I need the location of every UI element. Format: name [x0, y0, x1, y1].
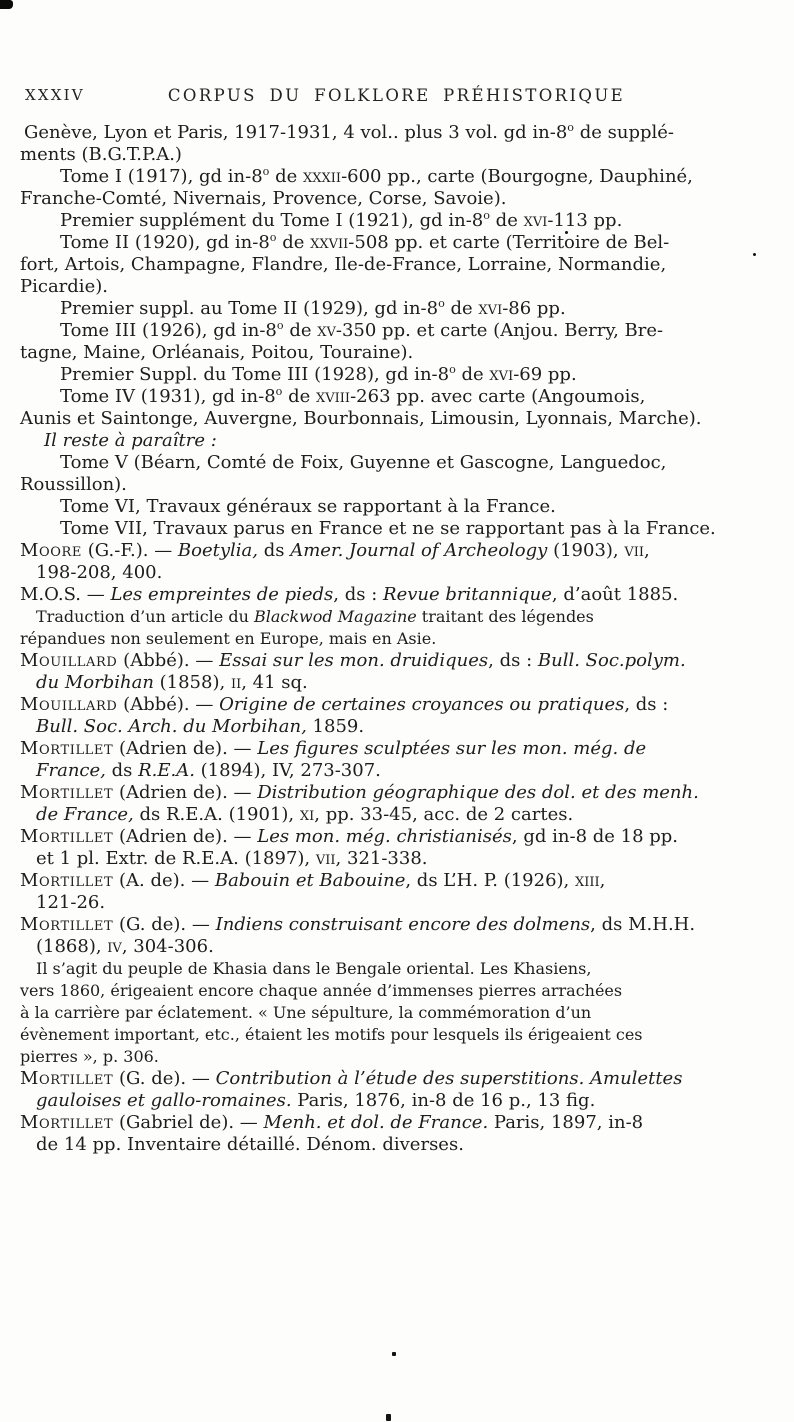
text-segment: Origine de certaines croyances ou pratiques	[219, 694, 625, 715]
text-segment: -113 pp.	[547, 210, 623, 231]
text-segment: tagne, Maine, Orléanais, Poitou, Touraine).	[20, 342, 414, 363]
entry-mortillet-1	[20, 738, 768, 782]
text-segment: o	[275, 385, 283, 398]
il-reste-a-paraitre	[20, 430, 768, 452]
intro-geneve	[20, 122, 768, 166]
text-segment: Tome VI, Travaux généraux se rapportant à la France.	[60, 496, 556, 517]
text-segment: (1894), IV, 273-307.	[194, 760, 381, 781]
text-segment: (G. de). —	[113, 1068, 216, 1089]
tome-i	[20, 166, 768, 210]
text-segment: Mouillard	[20, 694, 118, 715]
text-segment: -508 pp. et carte (Territoire de Bel-	[348, 232, 670, 253]
text-segment: , 304-306.	[121, 936, 214, 957]
tome-iii	[20, 320, 768, 364]
text-segment: -86 pp.	[502, 298, 566, 319]
tome-ii	[20, 232, 768, 298]
text-segment: M.O.S. —	[20, 584, 111, 605]
text-segment: vers 1860, érigeaient encore chaque année d’immenses pierres arrachées	[20, 981, 623, 1000]
text-segment: de 14 pp. Inventaire détaillé. Dénom. diverses.	[36, 1134, 464, 1155]
text-segment: 198-208, 400.	[36, 562, 163, 583]
text-segment: Tome III (1926), gd in-8	[60, 320, 277, 341]
tome-iv	[20, 386, 768, 430]
note-mos	[20, 606, 768, 650]
text-segment: Franche-Comté, Nivernais, Provence, Corse, Savoie).	[20, 188, 507, 209]
text-segment: Essai sur les mon. druidiques	[219, 650, 489, 671]
text-segment: , 41 sq.	[241, 672, 308, 693]
text-segment: , ds :	[624, 694, 669, 715]
text-segment: Les empreintes de pieds	[110, 584, 334, 605]
text-segment: Picardie).	[20, 276, 108, 297]
text-segment: France,	[36, 760, 106, 781]
text-segment: (A. de). —	[113, 870, 215, 891]
text-segment: xviii	[316, 386, 351, 407]
entry-mortillet-2	[20, 782, 768, 826]
text-segment: Les mon. még. christianisés	[257, 826, 512, 847]
text-segment: Paris, 1897, in-8	[488, 1112, 644, 1133]
text-segment: 121-26.	[36, 892, 106, 913]
text-segment: Mouillard	[20, 650, 118, 671]
ink-speck	[386, 1414, 391, 1421]
text-segment: Amer. Journal of Archeology	[290, 540, 548, 561]
text-segment: ds	[258, 540, 291, 561]
text-segment: évènement important, etc., étaient les motifs pour lesquels ils érigeaient ces	[20, 1025, 643, 1044]
text-segment: Mortillet	[20, 826, 114, 847]
text-segment: -263 pp. avec carte (Angoumois,	[350, 386, 646, 407]
text-segment: de	[455, 364, 490, 385]
text-segment: Traduction d’un article du	[36, 607, 254, 626]
text-segment: , 321-338.	[335, 848, 428, 869]
text-segment: de France,	[36, 804, 134, 825]
entry-mortillet-4	[20, 870, 768, 914]
text-segment: Paris, 1876, in-8 de 16 p., 13 fig.	[291, 1090, 596, 1111]
text-segment: Distribution géographique des dol. et des menh.	[257, 782, 699, 803]
text-segment: (Gabriel de). —	[113, 1112, 264, 1133]
entry-mos	[20, 584, 768, 606]
running-title: CORPUS DU FOLKLORE PRÉHISTORIQUE	[167, 86, 626, 105]
text-segment: o	[262, 165, 270, 178]
text-segment: Il s’agit du peuple de Khasia dans le Bengale oriental. Les Khasiens,	[36, 959, 592, 978]
text-segment: xvi	[523, 210, 548, 231]
text-segment: (Abbé). —	[117, 694, 220, 715]
folio-number: XXXIV	[25, 86, 85, 104]
tome-v	[20, 452, 768, 496]
text-segment: xvi	[478, 298, 503, 319]
text-segment: Mortillet	[20, 738, 114, 759]
text-segment: Indiens construisant encore des dolmens	[215, 914, 591, 935]
text-segment: -350 pp. et carte (Anjou. Berry, Bre-	[335, 320, 664, 341]
text-segment: o	[449, 363, 456, 376]
text-segment: (Abbé). —	[117, 650, 220, 671]
entry-mouillard-1	[20, 650, 768, 694]
text-segment: de	[276, 232, 311, 253]
text-segment: ds	[105, 760, 139, 781]
bibliography-content	[20, 122, 768, 1156]
tome-vi	[20, 496, 768, 518]
text-segment: , ds M.H.H.	[590, 914, 696, 935]
text-segment: vii	[315, 848, 336, 869]
text-segment: ds R.E.A. (1901),	[133, 804, 300, 825]
text-segment: ,	[599, 870, 606, 891]
text-segment: ,	[644, 540, 650, 561]
text-segment: Il reste à paraître :	[44, 430, 217, 451]
text-segment: (G.-F.). —	[82, 540, 178, 561]
text-segment: , ds :	[488, 650, 538, 671]
text-segment: Premier suppl. au Tome II (1929), gd in-8	[60, 298, 439, 319]
text-segment: o	[276, 319, 284, 332]
text-segment: Mortillet	[20, 782, 114, 803]
text-segment: traitant des légendes	[416, 607, 594, 626]
ink-blob-corner	[0, 0, 13, 9]
text-segment: -69 pp.	[513, 364, 577, 385]
text-segment: Mortillet	[20, 1068, 114, 1089]
text-segment: (1903),	[547, 540, 625, 561]
text-segment: R.E.A.	[138, 760, 195, 781]
text-segment: iv	[107, 936, 122, 957]
text-segment: xvi	[489, 364, 514, 385]
text-segment: ii	[230, 672, 242, 693]
text-segment: de	[489, 210, 524, 231]
text-segment: fort, Artois, Champagne, Flandre, Ile-de-France, Lorraine, Normandie,	[20, 254, 667, 275]
text-segment: Tome I (1917), gd in-8	[60, 166, 263, 187]
text-segment: de	[444, 298, 479, 319]
ink-speck	[392, 1352, 396, 1356]
text-segment: Aunis et Saintonge, Auvergne, Bourbonnais, Limousin, Lyonnais, Marche).	[20, 408, 702, 429]
text-segment: Moore	[20, 540, 83, 561]
text-segment: (1868),	[36, 936, 108, 957]
text-segment: et 1 pl. Extr. de R.E.A. (1897),	[36, 848, 316, 869]
supplement-tome-ii	[20, 298, 768, 320]
text-segment: Mortillet	[20, 1112, 114, 1133]
text-segment: Blackwod Magazine	[253, 607, 417, 626]
text-segment: Bull. Soc.polym.	[537, 650, 686, 671]
text-segment: Boetylia,	[177, 540, 259, 561]
supplement-tome-iii	[20, 364, 768, 386]
text-segment: Tome II (1920), gd in-8	[60, 232, 270, 253]
text-segment: , ds L’H. P. (1926),	[405, 870, 575, 891]
text-segment: xv	[317, 320, 336, 341]
text-segment: 1859.	[306, 716, 365, 737]
text-segment: Les figures sculptées sur les mon. még. de	[257, 738, 647, 759]
text-segment: , gd in-8 de 18 pp.	[511, 826, 679, 847]
note-mortillet-khasia	[20, 958, 768, 1068]
text-segment: , d’août 1885.	[551, 584, 679, 605]
text-segment: de	[269, 166, 304, 187]
entry-mortillet-6	[20, 1068, 768, 1112]
text-segment: (Adrien de). —	[113, 782, 258, 803]
text-segment: Babouin et Babouine	[214, 870, 406, 891]
text-segment: Genève, Lyon et Paris, 1917-1931, 4 vol.. plus 3 vol. gd in-8	[24, 122, 568, 143]
text-segment: Premier Suppl. du Tome III (1928), gd in-8	[60, 364, 450, 385]
text-segment: xiii	[575, 870, 600, 891]
text-segment: (Adrien de). —	[113, 738, 258, 759]
page-header	[25, 86, 768, 108]
text-segment: de	[282, 386, 317, 407]
text-segment: (Adrien de). —	[113, 826, 258, 847]
text-segment: Tome IV (1931), gd in-8	[60, 386, 276, 407]
entry-mouillard-2	[20, 694, 768, 738]
text-segment: de	[283, 320, 318, 341]
text-segment: de supplé-	[574, 122, 674, 143]
entry-moore	[20, 540, 768, 584]
text-segment: Roussillon).	[20, 474, 127, 495]
text-segment: pierres », p. 306.	[20, 1047, 159, 1066]
text-segment: Revue britannique	[383, 584, 552, 605]
supplement-tome-i	[20, 210, 768, 232]
text-segment: Contribution à l’étude des superstitions. Amulettes	[215, 1068, 683, 1089]
tome-vii	[20, 518, 768, 540]
text-segment: , ds :	[333, 584, 384, 605]
text-segment: Menh. et dol. de France.	[263, 1112, 489, 1133]
text-segment: Tome V (Béarn, Comté de Foix, Guyenne et Gascogne, Languedoc,	[60, 452, 667, 473]
text-segment: à la carrière par éclatement. « Une sépulture, la commémoration d’un	[20, 1003, 592, 1022]
text-segment: xxxii	[303, 166, 342, 187]
text-segment: Premier supplément du Tome I (1921), gd in-8	[60, 210, 484, 231]
text-segment: , pp. 33-45, acc. de 2 cartes.	[314, 804, 574, 825]
text-segment: du Morbihan	[36, 672, 154, 693]
text-segment: o	[567, 121, 575, 134]
text-segment: Bull. Soc. Arch. du Morbihan,	[36, 716, 307, 737]
text-segment: o	[483, 209, 490, 222]
text-segment: o	[269, 231, 277, 244]
text-segment: répandues non seulement en Europe, mais en Asie.	[20, 629, 437, 648]
text-segment: gauloises et gallo-romaines.	[36, 1090, 292, 1111]
text-segment: vii	[624, 540, 645, 561]
entry-mortillet-5	[20, 914, 768, 958]
text-segment: o	[438, 297, 445, 310]
text-segment: Mortillet	[20, 870, 114, 891]
text-segment: ments (B.G.T.P.A.)	[20, 144, 182, 165]
entry-mortillet-7	[20, 1112, 768, 1156]
entry-mortillet-3	[20, 826, 768, 870]
text-segment: (G. de). —	[113, 914, 216, 935]
text-segment: Tome VII, Travaux parus en France et ne se rapportant pas à la France.	[60, 518, 716, 539]
text-segment: xi	[299, 804, 315, 825]
text-segment: Mortillet	[20, 914, 114, 935]
text-segment: (1858),	[153, 672, 231, 693]
text-segment: -600 pp., carte (Bourgogne, Dauphiné,	[341, 166, 693, 187]
text-segment: xxvii	[310, 232, 349, 253]
